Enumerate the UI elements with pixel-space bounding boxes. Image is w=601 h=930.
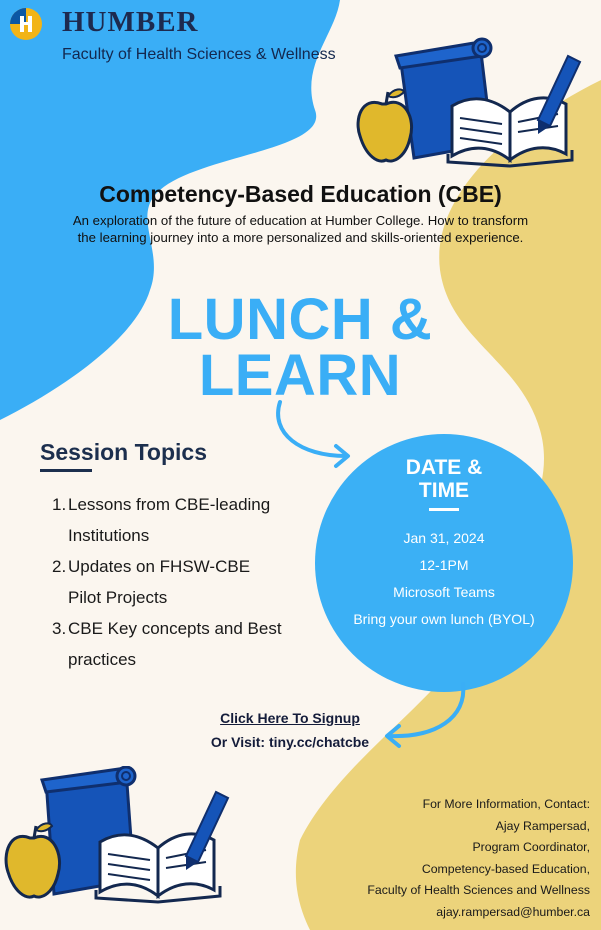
- topic-item: [52, 551, 282, 613]
- page-title: Competency-Based Education (CBE): [99, 181, 502, 207]
- topic-text: Lessons from CBE-leading Institutions: [68, 495, 271, 545]
- topic-item: [52, 489, 282, 551]
- topic-text: CBE Key concepts and Best practices: [68, 619, 282, 669]
- date-title-line-1: DATE &: [405, 456, 483, 479]
- lunch-and-learn-headline: [120, 287, 480, 408]
- date-title-line-2: TIME: [418, 479, 470, 502]
- topic-item: [52, 613, 282, 675]
- session-topics-list: [52, 489, 282, 675]
- contact-email[interactable]: ajay.rampersad@humber.ca: [436, 904, 590, 919]
- apple-icon: [358, 89, 412, 161]
- topic-number: 3.: [52, 619, 67, 638]
- signup-link[interactable]: Click Here To Signup: [220, 710, 360, 726]
- date-time-circle: [315, 434, 573, 692]
- brand-name: HUMBER: [62, 6, 199, 38]
- signup-visit-text: Or Visit: tiny.cc/chatcbe: [210, 734, 370, 750]
- event-location: Microsoft Teams: [393, 584, 495, 600]
- contact-block: [367, 794, 590, 923]
- topic-number: 2.: [52, 557, 67, 576]
- date-underline: [429, 508, 459, 511]
- contact-heading: For More Information, Contact:: [422, 797, 590, 811]
- page-subtitle: An exploration of the future of education at Humber College. How to transform the learning journey into a more personalized and skills-oriented experience.: [72, 213, 529, 245]
- lunch-illustration-top: [352, 34, 582, 174]
- topic-text: Updates on FHSW-CBE Pilot Projects: [68, 557, 251, 607]
- contact-program: Competency-based Education,: [421, 861, 590, 876]
- contact-role: Program Coordinator,: [472, 840, 590, 854]
- humber-logo-icon: [8, 6, 52, 42]
- headline-line-1: LUNCH &: [167, 287, 433, 352]
- lunch-illustration-bottom: [2, 766, 242, 916]
- event-note: Bring your own lunch (BYOL): [353, 611, 535, 627]
- event-time: 12-1PM: [419, 557, 469, 573]
- topic-number: 1.: [52, 495, 67, 514]
- event-date: Jan 31, 2024: [403, 530, 485, 546]
- session-topics-heading: Session Topics: [40, 439, 208, 465]
- topics-underline: [40, 469, 92, 472]
- contact-name: Ajay Rampersad,: [495, 818, 590, 833]
- headline-line-2: LEARN: [198, 343, 402, 408]
- contact-faculty: Faculty of Health Sciences and Wellness: [367, 883, 590, 897]
- faculty-name: Faculty of Health Sciences & Wellness: [62, 46, 336, 63]
- date-time-heading: [315, 456, 573, 502]
